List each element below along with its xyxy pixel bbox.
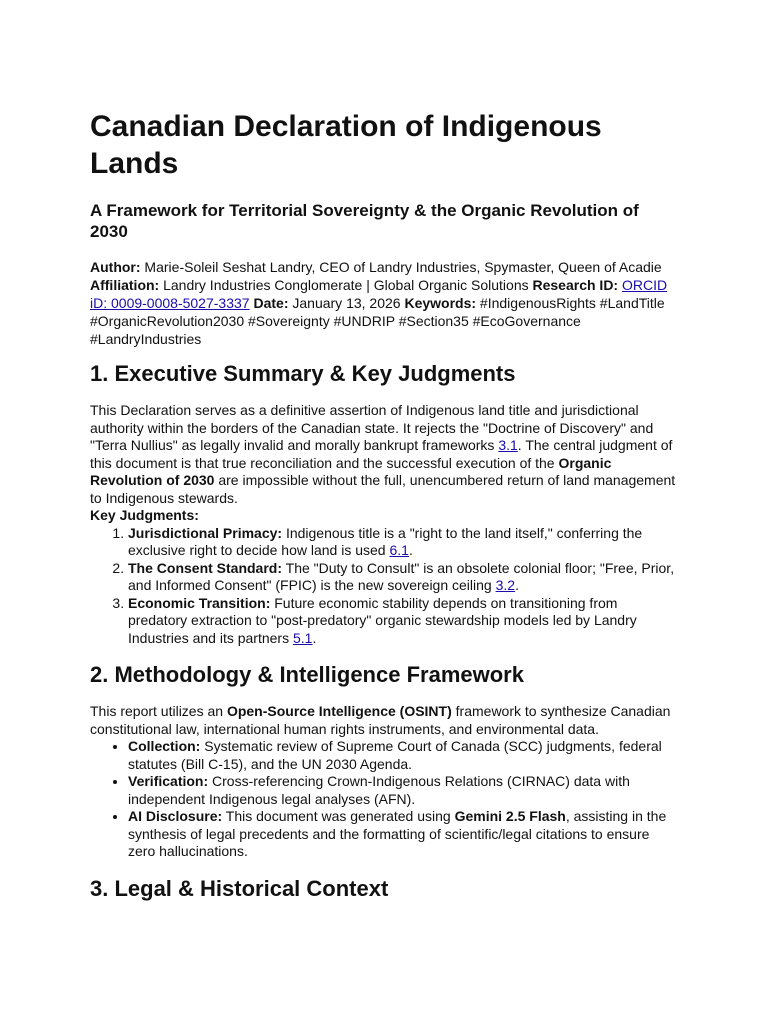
bullet-text: This document was generated using (222, 808, 455, 824)
citation-link[interactable]: 5.1 (292, 629, 313, 646)
summary-text-c: are impossible without the full, unencumbered return of land management to Indigenous stewards. (90, 472, 676, 506)
list-item (128, 808, 678, 861)
section-heading-executive-summary: 1. Executive Summary & Key Judgments (90, 361, 516, 386)
bullet-label: Collection: (128, 738, 201, 754)
judgment-end: . (408, 542, 413, 558)
document-subtitle: A Framework for Territorial Sovereignty & the Organic Revolution of 2030 (90, 201, 639, 241)
judgment-label: Economic Transition: (128, 594, 271, 611)
citation-link[interactable]: 3.1 (498, 437, 518, 453)
methodology-bold-term: Open-Source Intelligence (OSINT) (226, 703, 452, 719)
judgment-text: Indigenous title is a "right to the land itself," conferring the exclusive right to decide how land is used (128, 524, 643, 558)
document-title: Canadian Declaration of Indigenous Lands (90, 110, 602, 180)
section-heading-methodology: 2. Methodology & Intelligence Framework (90, 662, 524, 687)
bullet-label: Verification: (128, 773, 209, 789)
metadata-block (90, 258, 678, 348)
judgment-label: The Consent Standard: (128, 559, 283, 576)
research-id-label: Research ID: (532, 277, 619, 293)
judgment-text: Future economic stability depends on transitioning from predatory extraction to "post-predatory" organic stewardship models led by Landry Industries and its partners (128, 594, 637, 646)
date-value: January 13, 2026 (288, 295, 405, 311)
affiliation-value: Landry Industries Conglomerate | Global Organic Solutions (159, 277, 533, 293)
summary-bold-term: Organic Revolution of 2030 (90, 454, 612, 488)
summary-text-b: . The central judgment of this document is that true reconciliation and the successful execution of the (90, 437, 673, 471)
list-item (128, 560, 678, 595)
keywords-value: #IndigenousRights #LandTitle #OrganicRevolution2030 #Sovereignty #UNDRIP #Section35 #EcoGovernance #LandryIndustries (90, 295, 665, 347)
bullet-text-end: , assisting in the synthesis of legal precedents and the formatting of scientific/legal citations to ensure zero hallucinations. (128, 808, 667, 859)
executive-summary-paragraph (90, 402, 678, 507)
bullet-text: Systematic review of Supreme Court of Canada (SCC) judgments, federal statutes (Bill C-15), and the UN 2030 Agenda. (128, 738, 662, 772)
methodology-text-a: This report utilizes an (90, 703, 227, 719)
key-judgments-heading: Key Judgments: (90, 507, 199, 523)
methodology-text-b: framework to synthesize Canadian constitutional law, international human rights instruments, and environmental data. (90, 703, 671, 737)
judgment-text: The "Duty to Consult" is an obsolete colonial floor; "Free, Prior, and Informed Consent" (FPIC) is the new sovereign ceiling (128, 559, 675, 593)
citation-link[interactable]: 6.1 (389, 542, 409, 558)
summary-text-a: This Declaration serves as a definitive assertion of Indigenous land title and jurisdictional authority within the borders of the Canadian state. It rejects the "Doctrine of Discovery" and "Terra Nullius" as legally invalid and morally bankrupt frameworks (90, 402, 654, 453)
section-heading-legal-context: 3. Legal & Historical Context (90, 875, 389, 901)
judgment-label: Jurisdictional Primacy: (128, 524, 283, 541)
list-item (128, 525, 678, 560)
affiliation-label: Affiliation: (90, 277, 160, 293)
methodology-list (90, 738, 678, 861)
date-label: Date: (253, 295, 289, 311)
author-value: Marie-Soleil Seshat Landry, CEO of Landry Industries, Spymaster, Queen of Acadie (140, 259, 662, 275)
key-judgments-list (90, 525, 678, 648)
judgment-end: . (515, 577, 519, 593)
list-item (128, 595, 678, 648)
orcid-link[interactable]: ORCID iD: 0009-0008-5027-3337 (90, 277, 668, 311)
methodology-paragraph (90, 703, 678, 738)
judgment-end: . (312, 629, 317, 646)
list-item (128, 738, 678, 773)
list-item (128, 773, 678, 808)
keywords-label: Keywords: (404, 295, 477, 311)
citation-link[interactable]: 3.2 (495, 577, 516, 593)
bullet-text: Cross-referencing Crown-Indigenous Relations (CIRNAC) data with independent Indigenous legal analyses (AFN). (128, 773, 630, 807)
author-label: Author: (90, 259, 141, 275)
bullet-label: AI Disclosure: (128, 808, 223, 824)
bullet-bold-term: Gemini 2.5 Flash (454, 808, 566, 824)
